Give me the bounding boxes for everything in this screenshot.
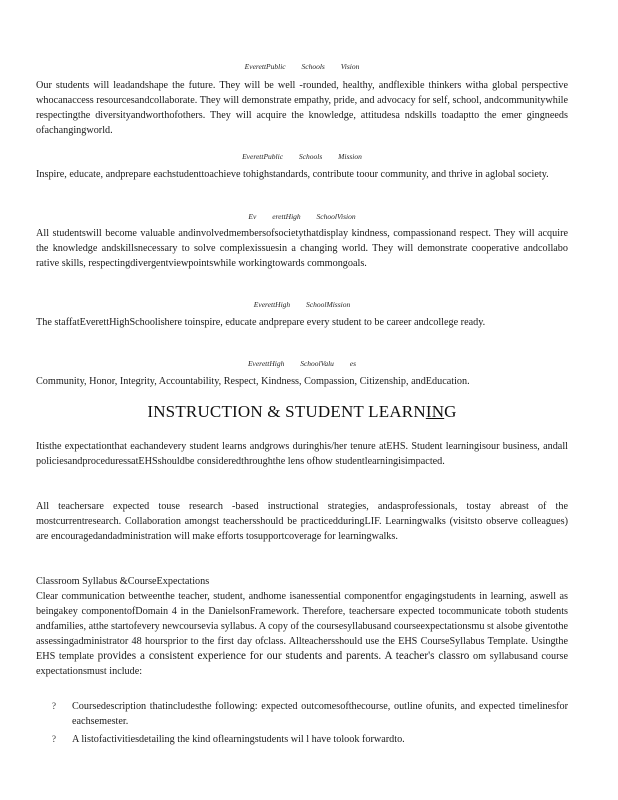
bullet-glyph: ? (52, 701, 56, 711)
public-vision-heading: EverettPublic Schools Vision (244, 62, 360, 71)
instruction-title (36, 402, 568, 422)
list-item-text: A listofactivitiesdetailing the kind oflearningstudents wil l have tolook forwardto. (72, 734, 405, 745)
high-vision-text: All studentswill become valuable andinvolvedmembersofsocietythatdisplay kindness, compassionand respect. They will acquire the knowledge andskillsnecessary to solve complexissuesin a changing world. They will demonstrate cooperative andcollabo rative skills, respectingdivergentviewpointswhile workingtowards commongoals. (36, 228, 568, 269)
high-mission-text: The staffatEverettHighSchoolishere toinspire, educate andprepare every student to be career andcollege ready. (36, 317, 486, 328)
syllabus-heading: Classroom Syllabus &CourseExpectations (36, 576, 210, 587)
high-vision-heading: Ev erettHigh SchoolVision (248, 212, 356, 221)
instruction-paragraph-2: All teachersare expected touse research -based instructional strategies, andasprofessionals, tostay abreast of the mostcurrentresearch. Collaboration amongst teachersshould be practicedduringLIF. Learningwalks (visitsto observe colleagues) are encouragedandadministration will make efforts tosupportcoverage for learningwalks. (36, 501, 568, 542)
high-values-text: Community, Honor, Integrity, Accountability, Respect, Kindness, Compassion, Citizenship, andEducation. (36, 376, 470, 387)
public-mission-heading: EverettPublic Schools Mission (242, 152, 362, 161)
instruction-title-end: G (444, 402, 457, 421)
list-item (52, 699, 568, 729)
syllabus-paragraph-c: om syllabusand course expectationsmust include: (36, 651, 569, 677)
high-mission-heading: EverettHigh SchoolMission (253, 300, 351, 309)
bullet-glyph: ? (52, 734, 56, 744)
instruction-paragraph-1: Itisthe expectationthat eachandevery student learns andgrows duringhis/her tenure atEHS. Student learningisour business, andall policiesandproceduressatEHSshouldbe consideredthroughthe lens ofhow studentlearningisimpacted. (36, 441, 568, 467)
syllabus-paragraph-a: Clear communication betweenthe teacher, student, andhome isanessential componentfor engagingstudents in learning, aswell as beingakey componentofDomain 4 in the DanielsonFramework. Therefore, teachersare expected tocommunicate toboth students andfamilies, atthe startofevery newcoursevia syllabus. A copy of the coursesyllabusand courseexpectationsmu st alsobe giventothe assessingadministrator 48 hoursprior to the first day ofclass. Allteachersshould use the EHS CourseSyllabus Template. Usingthe EHS template (36, 591, 568, 662)
syllabus-paragraph-b: provides a consistent experience for our students and parents. A teacher's classro (97, 650, 470, 662)
list-item-text: Coursedescription thatincludesthe following: expected outcomesofthecourse, outline ofunits, and expected timelinesfor eachsemester. (72, 701, 568, 727)
high-values-heading: EverettHigh SchoolValu es (247, 359, 357, 368)
syllabus-paragraph (36, 589, 568, 679)
public-vision-text: Our students will leadandshape the future. They will be well -rounded, healthy, andflexible thinkers witha global perspective whocanaccess resourcesandcollaborate. They will demonstrate empathy, pride, and advocacy for self, school, andcommunitywhile respectingthe diversityandworthofothers. They will acquire the knowledge, attitudesa ndskills toadaptto the emer gingneeds ofachangingworld. (36, 80, 568, 136)
public-mission-text: Inspire, educate, andprepare eachstudenttoachieve tohighstandards, contribute toour community, and thrive in aglobal society. (36, 169, 549, 180)
instruction-title-main: INSTRUCTION & STUDENT LEARN (147, 402, 426, 421)
list-item (52, 732, 568, 747)
instruction-title-underlined: IN (425, 402, 445, 421)
